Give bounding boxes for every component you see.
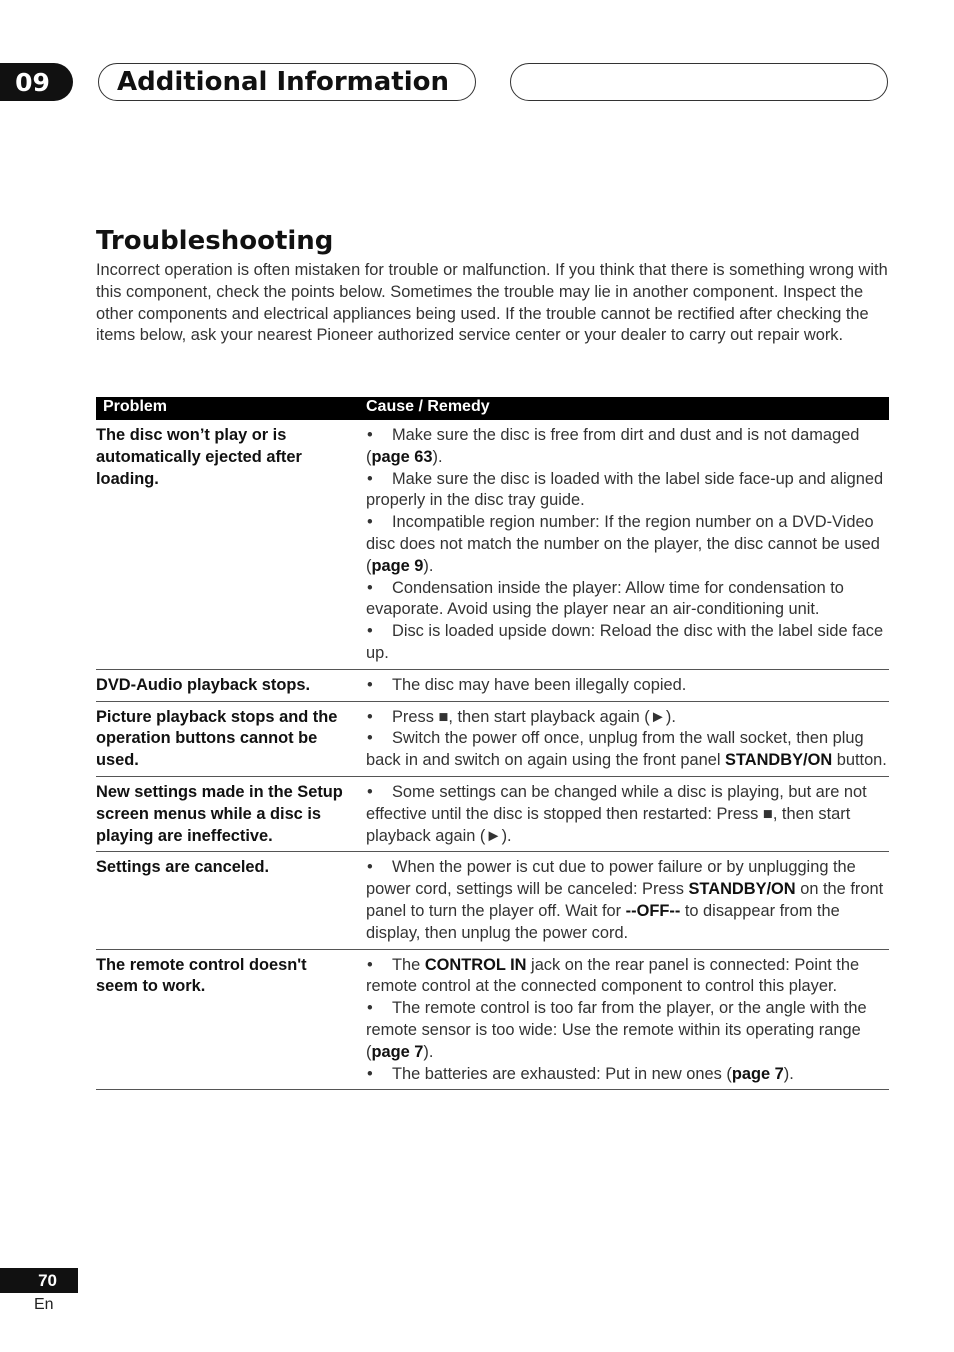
bullet-icon xyxy=(366,578,392,600)
bullet-icon xyxy=(366,857,392,879)
bullet-icon xyxy=(366,469,392,491)
bold-reference: CONTROL IN xyxy=(424,955,527,974)
intro-paragraph: Incorrect operation is often mistaken for trouble or malfunction. If you think that there is something wrong with this component, check the points below. Sometimes the trouble may lie in another component. Inspect the other components and electrical appliances being used. If the trouble cannot be rectified after checking the items below, ask your nearest Pioneer authorized service center or your dealer to carry out repair work. xyxy=(96,261,888,345)
table-row xyxy=(96,950,889,1091)
cause-text: ). xyxy=(783,1064,794,1083)
table-row xyxy=(96,420,889,670)
cause-item xyxy=(366,675,897,697)
cause-item xyxy=(366,621,897,665)
page-number: 70 xyxy=(0,1268,78,1293)
cause-text: Make sure the disc is loaded with the label side face-up and aligned properly in the disc tray guide. xyxy=(366,469,884,510)
cause-item xyxy=(366,998,897,1063)
cause-item xyxy=(366,578,897,622)
bold-reference: page 63 xyxy=(371,447,433,466)
language-label: En xyxy=(34,1296,54,1313)
cause-text: Condensation inside the player: Allow time for condensation to evaporate. Avoid using the player near an air-conditioning unit. xyxy=(366,578,844,619)
cause-text: button. xyxy=(832,751,887,770)
cause-text: The xyxy=(392,955,425,974)
cause-cell xyxy=(366,955,897,1086)
cause-item xyxy=(366,728,897,772)
cause-text: ). xyxy=(423,556,434,575)
troubleshooting-table xyxy=(96,397,889,1090)
bold-reference: STANDBY/ON xyxy=(688,880,796,899)
cause-text: The batteries are exhausted: Put in new ones ( xyxy=(392,1064,732,1083)
section-title: Troubleshooting xyxy=(96,226,334,256)
chapter-title: Additional Information xyxy=(98,63,476,101)
bold-reference: --OFF-- xyxy=(625,901,681,920)
cause-item xyxy=(366,782,897,847)
cause-text: Incompatible region number: If the region number on a DVD-Video disc does not match the number on the player, the disc cannot be used ( xyxy=(366,513,880,575)
cause-item xyxy=(366,469,897,513)
problem-cell: The disc won’t play or is automatically ejected after loading. xyxy=(96,426,302,488)
bullet-icon xyxy=(366,955,392,977)
column-header-problem: Problem xyxy=(103,398,168,415)
bullet-icon xyxy=(366,425,392,447)
problem-cell: Settings are canceled. xyxy=(96,858,270,877)
cause-text: Make sure the disc is free from dirt and dust and is not damaged ( xyxy=(366,426,860,466)
bullet-icon xyxy=(366,782,392,804)
cause-item xyxy=(366,857,897,944)
cause-cell xyxy=(366,782,897,847)
bold-reference: STANDBY/ON xyxy=(725,751,833,770)
table-row xyxy=(96,777,889,852)
bullet-icon xyxy=(366,675,392,697)
table-body xyxy=(96,420,889,1090)
cause-text: Some settings can be changed while a disc is playing, but are not effective until the disc is stopped then restarted: Press ■, then start playback again (►). xyxy=(366,782,867,845)
cause-text: Switch the power off once, unplug from the wall socket, then plug back in and switch on again using the front panel xyxy=(366,729,864,770)
cause-item xyxy=(366,707,897,729)
bullet-icon xyxy=(366,621,392,643)
bullet-icon xyxy=(366,728,392,750)
cause-item xyxy=(366,1064,897,1086)
bullet-icon xyxy=(366,998,392,1020)
bold-reference: page 7 xyxy=(731,1064,784,1083)
cause-text: ). xyxy=(423,1042,434,1061)
cause-text: The disc may have been illegally copied. xyxy=(392,675,687,694)
table-row xyxy=(96,702,889,777)
cause-text: When the power is cut due to power failure or by unplugging the power cord, settings will be canceled: Press xyxy=(366,858,856,899)
cause-item xyxy=(366,955,897,999)
cause-text: ). xyxy=(432,447,443,466)
problem-cell: New settings made in the Setup screen menus while a disc is playing are ineffective. xyxy=(96,782,343,845)
bullet-icon xyxy=(366,512,392,534)
header-empty-box xyxy=(510,63,888,101)
table-row xyxy=(96,670,889,702)
problem-cell: The remote control doesn't seem to work. xyxy=(96,955,307,996)
bullet-icon xyxy=(366,1064,392,1086)
column-header-cause: Cause / Remedy xyxy=(366,398,490,415)
cause-text: to disappear from the display, then unplug the power cord. xyxy=(366,901,840,942)
bullet-icon xyxy=(366,707,392,729)
cause-cell xyxy=(366,707,897,772)
cause-text: on the front panel to turn the player off. Wait for xyxy=(366,880,884,920)
bold-reference: page 9 xyxy=(371,556,424,575)
cause-text: Disc is loaded upside down: Reload the disc with the label side face up. xyxy=(366,622,884,662)
bold-reference: page 7 xyxy=(371,1042,424,1061)
cause-cell xyxy=(366,675,897,697)
cause-cell xyxy=(366,425,897,665)
cause-text: Press ■, then start playback again (►). xyxy=(392,707,676,726)
cause-item xyxy=(366,425,897,469)
table-row xyxy=(96,852,889,949)
chapter-number-badge: 09 xyxy=(0,63,73,101)
cause-cell xyxy=(366,857,897,944)
cause-text: The remote control is too far from the player, or the angle with the remote sensor is too wide: Use the remote within its operating range ( xyxy=(366,999,867,1061)
problem-cell: DVD-Audio playback stops. xyxy=(96,675,311,694)
cause-item xyxy=(366,512,897,577)
cause-text: jack on the rear panel is connected: Point the remote control at the connected component to control this player. xyxy=(366,955,860,996)
table-header xyxy=(96,397,889,420)
problem-cell: Picture playback stops and the operation buttons cannot be used. xyxy=(96,707,338,770)
